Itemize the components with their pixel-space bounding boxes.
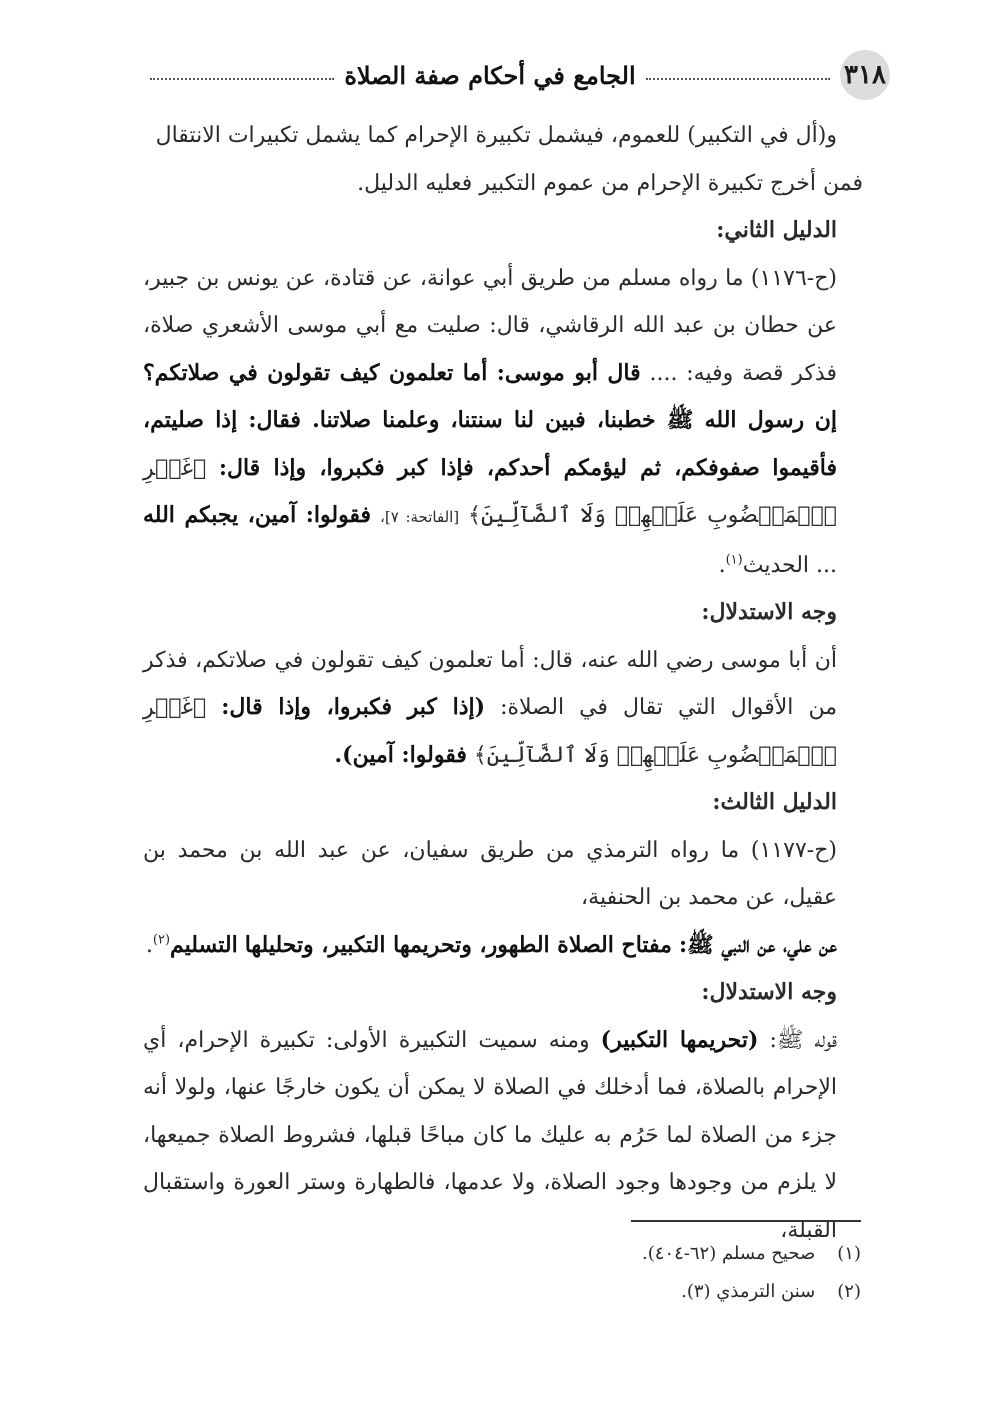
footnote-marker: (١) — [725, 552, 743, 568]
footnote-number: (١) — [837, 1243, 861, 1264]
paragraph-line — [143, 112, 863, 160]
section-heading: الدليل الثالث: — [712, 789, 837, 815]
paragraph-line — [143, 160, 863, 208]
bold-text: (إذا كبر فكبروا، وإذا قال: — [221, 694, 486, 720]
inference-paragraph — [143, 1017, 863, 1255]
bold-text: عن علي، عن النبي ﷺ: — [678, 931, 837, 958]
bold-text: قال أبو موسى: أما تعلمون كيف تقولون في صلاتكم؟ إن — [143, 359, 837, 433]
footnote-item — [141, 1235, 861, 1273]
page-header — [140, 50, 890, 100]
footnote-text: سنن الترمذي (٣). — [681, 1281, 816, 1302]
footnote-number: (٢) — [837, 1281, 861, 1302]
page-number: ٣١٨ — [840, 50, 890, 100]
bold-text: (تحريمها التكبير) — [600, 1026, 759, 1053]
bold-text: صفوفكم، ثم ليؤمكم أحدكم، فإذا كبر فكبروا، وإذا قال: — [218, 454, 760, 481]
text-span: ومنه سميت التكبيرة الأولى: تكبيرة الإحرام، أي — [143, 1027, 590, 1053]
section-heading: الدليل الثاني: — [716, 217, 837, 243]
section-heading: وجه الاستدلال: — [701, 599, 837, 625]
text-span: من وجودها وجود الصلاة، ولا عدمها، فالطهارة وستر العورة واستقبال القبلة، — [143, 1170, 837, 1243]
quran-reference: [الفاتحة: ٧]، — [380, 508, 460, 526]
hadith-paragraph — [143, 827, 863, 922]
header-dots-right — [646, 78, 830, 80]
bold-text: فقولوا: آمين، يجبكم الله — [143, 502, 372, 528]
text-span: الإحرام بالصلاة، فما أدخلك في الصلاة لا يمكن أن يكون خارجًا عنها، ولولا أنه — [143, 1075, 837, 1100]
text-span: جزء من الصلاة لما حَرُم به عليك ما كان مباحًا قبلها، فشروط الصلاة جميعها، لا يلزم — [143, 1122, 837, 1195]
inference-paragraph — [143, 637, 863, 780]
bold-text: فقولوا: آمين). — [334, 741, 467, 768]
page-body — [143, 112, 863, 1254]
text-span: ... الحديث — [742, 552, 837, 578]
text-span: جبير، عن حطان بن عبد الله الرقاشي، قال: صليت مع أبي موسى الأشعري صلاة، — [143, 265, 837, 338]
text-span: و(أل في التكبير) للعموم، فيشمل تكبيرة الإحرام كما يشمل تكبيرات الانتقال — [155, 123, 837, 148]
footnote-separator — [631, 1220, 861, 1222]
footnotes — [141, 1235, 861, 1311]
quran-verse: ﴿غَيۡرِ ٱلۡمَغۡضُوبِ عَلَيۡهِمۡ — [143, 455, 837, 528]
text-span: (ح-١١٧٦) ما رواه مسلم من طريق أبي عوانة، عن قتادة، عن يونس بن — [196, 265, 837, 291]
section-heading: وجه الاستدلال: — [701, 979, 837, 1005]
bold-text: رسول الله ﷺ خطبنا، فبين لنا سنتنا، وعلمنا صلاتنا. فقال: إذا صليتم، فأقيموا — [143, 407, 837, 481]
running-title: الجامع في أحكام صفة الصلاة — [344, 60, 636, 90]
quran-verse: وَلَا ٱلضَّآلِّينَ﴾ — [468, 503, 606, 528]
text-span: فذكر قصة وفيه: .... — [649, 360, 837, 386]
text-span: فمن أخرج تكبيرة الإحرام من عموم التكبير فعليه الدليل. — [357, 170, 863, 196]
text-span: (ح-١١٧٧) ما رواه الترمذي من طريق سفيان، عن عبد الله بن محمد بن — [143, 837, 837, 863]
text-span: عقيل، عن محمد بن الحنفية، — [581, 885, 837, 910]
text-span: من الأقوال التي تقال في الصلاة: — [500, 695, 837, 720]
footnote-text: صحيح مسلم (٦٢-٤٠٤). — [642, 1243, 816, 1264]
bold-text: التسليم — [170, 931, 238, 958]
hadith-text: عن علي، عن النبي ﷺ: مفتاح الصلاة الطهور، وتحريمها التكبير، وتحليلها التسليم$^{(٢)}$. — [145, 931, 837, 958]
footnote-marker: (٢) — [152, 932, 171, 948]
header-dots-left — [150, 78, 334, 80]
bold-text: مفتاح الصلاة الطهور، وتحريمها التكبير، وتحليلها — [244, 931, 672, 958]
footnote-item — [141, 1273, 861, 1311]
text-span: قوله ﷺ: — [769, 1027, 838, 1053]
quran-verse: ﴿غَيۡرِ ٱلۡمَغۡضُوبِ عَلَيۡهِمۡ — [143, 695, 837, 768]
quran-verse: وَلَا ٱلضَّآلِّينَ﴾ — [473, 742, 610, 768]
text-span: أن أبا موسى رضي الله عنه، قال: أما تعلمون كيف تقولون في صلاتكم، فذكر — [143, 647, 837, 673]
hadith-paragraph: (ح-١١٧٦) ما رواه مسلم من طريق أبي عوانة، عن قتادة، عن يونس بن جبير، عن حطان بن عبد الله الرقاشي، قال: صليت مع أبي موسى الأشعري صلاة، فذكر قصة وفيه: .... قال أبو موسى: أما تعلمون كيف تقولون في صلاتكم؟ إن رسول الله ﷺ خطبنا، فبين لنا سنتنا، وعلمنا صلاتنا. فقال: إذا صليتم، فأقيموا صفوفكم، ثم ليؤمكم أحدكم، فإذا كبر فكبروا، وإذا قال: ﴿غَيۡرِ ٱلۡمَغۡضُوبِ عَلَيۡهِمۡ وَلَا ٱلضَّآلِّينَ﴾ [الفاتحة: ٧]، فقولوا: آمين، يجبكم الله ... الحديث$^{(١)}$. — [143, 265, 837, 578]
